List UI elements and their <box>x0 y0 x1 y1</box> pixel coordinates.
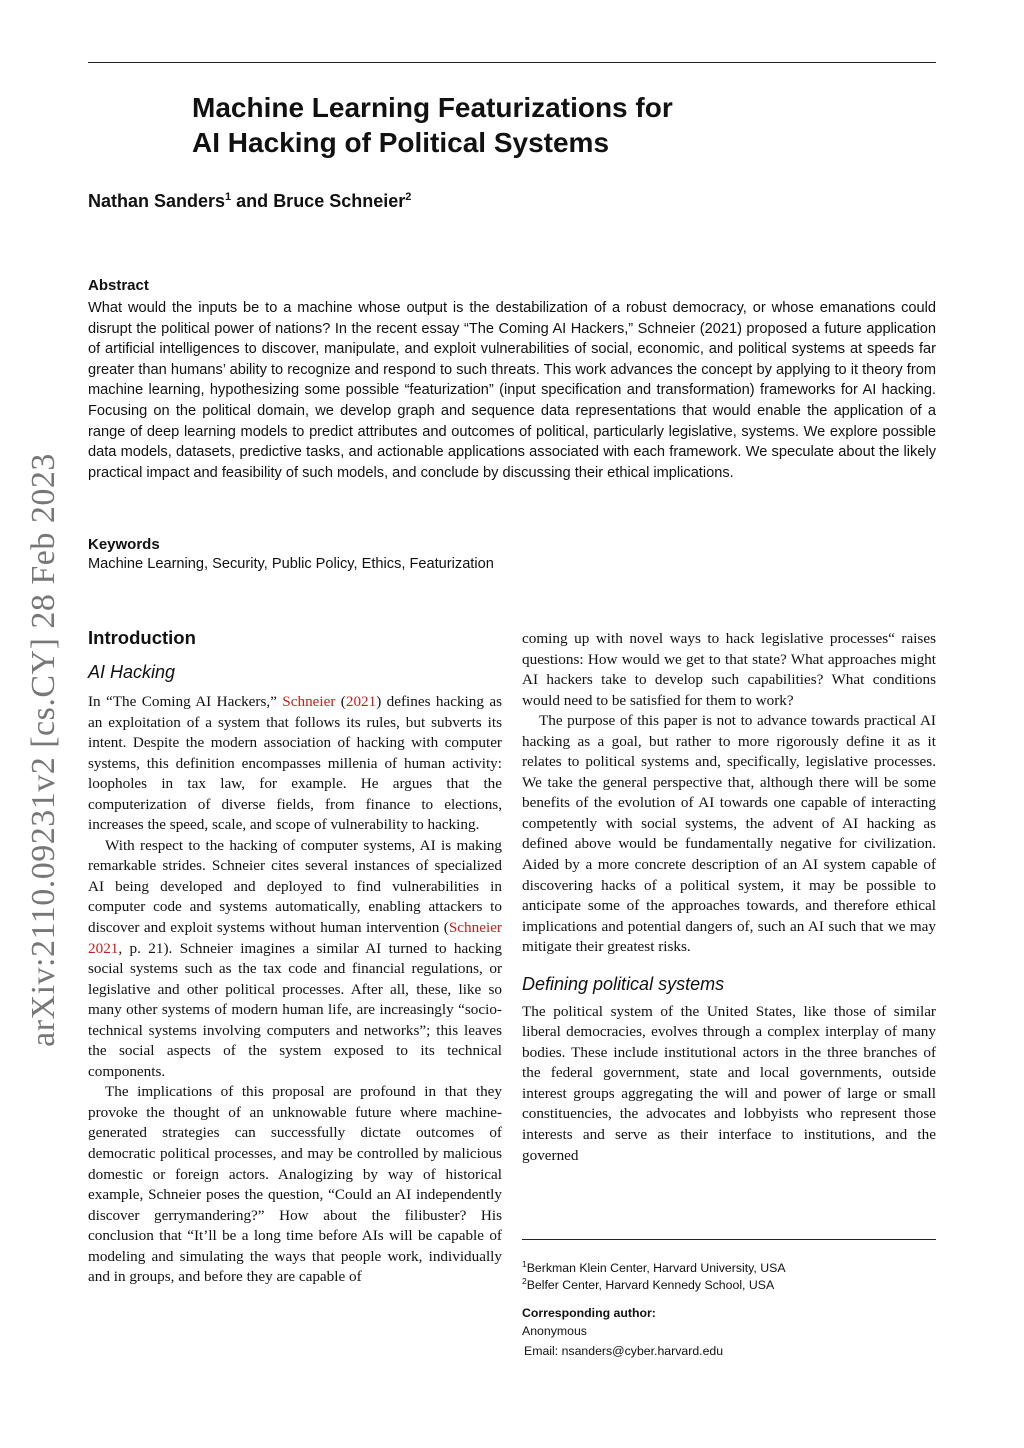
intro-paragraph-3-continued: coming up with novel ways to hack legislative processes“ raises questions: How would we get to that state? What approaches might AI hackers take to develop such capabilities? What conditions would need to be satisfied for them to work? <box>522 630 936 709</box>
citation-link[interactable]: Schneier 2021 <box>88 919 502 957</box>
intro-p1-text-c: ) defines hacking as an exploitation of a system that follows its rules, but subverts its intent. Despite the modern association of hacking with computer systems, this definition encompasses millenia of human activity: loopholes in tax law, for example. He argues that the computerization of diverse fields, from finance to elections, increases the speed, scale, and scope of vulnerability to hacking. <box>88 693 502 834</box>
citation-link-year[interactable]: 2021 <box>345 693 377 710</box>
author-conjunction: and <box>231 191 274 211</box>
footnote-rule <box>522 1239 936 1240</box>
footnote-1-text: Berkman Klein Center, Harvard University, USA <box>526 1261 786 1276</box>
corresponding-author-heading: Corresponding author: <box>522 1306 656 1320</box>
author-1: Nathan Sanders <box>88 191 226 211</box>
intro-p2-text-b: , p. 21). Schneier imagines a similar AI turned to hacking social systems such as the tax code and financial regulations, or legislative and other political processes. After all, these, like so many other systems of modern human life, are increasingly “socio-technical systems involving computers and networks”; this leaves the social aspects of the system exposed to its technical components. <box>88 939 502 1080</box>
author-2-affiliation-mark: 2 <box>405 191 412 203</box>
keywords-heading: Keywords <box>88 536 160 553</box>
intro-paragraph-3: The implications of this proposal are profound in that they provoke the thought of an unknowable future where machine-generated strategies can successfully dictate outcomes of democratic political processes, and may be controlled by malicious domestic or foreign actors. Analogizing by way of historical example, Schneier poses the question, “Could an AI independently discover gerrymandering?” How about the filibuster? His conclusion that “It’ll be a long time before AIs will be capable of modeling and simulating the ways that people work, individually and in groups, and before they are capable of <box>88 1083 502 1286</box>
citation-link-author[interactable]: Schneier <box>282 693 336 710</box>
top-rule <box>88 62 936 63</box>
paper-title <box>192 90 832 160</box>
intro-p2-text-a: With respect to the hacking of computer systems, AI is making remarkable strides. Schneier cites several instances of specialized AI being developed and deployed to find vulnerabilities in computer code and systems automatically, enabling attackers to discover and exploit systems without human intervention ( <box>88 836 502 937</box>
intro-paragraph-1 <box>88 692 502 836</box>
title-line-1: Machine Learning Featurizations for <box>192 92 673 123</box>
corresponding-author-name: Anonymous <box>522 1324 587 1338</box>
author-list <box>88 191 411 212</box>
intro-p1-text-a: In “The Coming AI Hackers,” <box>88 693 283 710</box>
footnote-2-mark: 2 <box>522 1276 527 1286</box>
author-2: Bruce Schneier <box>273 191 406 211</box>
title-line-2: AI Hacking of Political Systems <box>192 127 610 158</box>
ai-hacking-subheading: AI Hacking <box>88 662 176 682</box>
abstract-text: What would the inputs be to a machine whose output is the destabilization of a robust democracy, or whose emanations could disrupt the political power of nations? In the recent essay “The Coming AI Hackers,” Schneier (2021) proposed a future application of artificial intelligences to discover, manipulate, and exploit vulnerabilities of social, economic, and political systems at speeds far greater than humans’ ability to recognize and respond to such threats. This work advances the concept by applying to it theory from machine learning, hypothesizing some possible “featurization” (input specification and transformation) frameworks for AI hacking. Focusing on the political domain, we develop graph and sequence data representations that would enable the application of a range of deep learning models to predict attributes and outcomes of political, particularly legislative, systems. We explore possible data models, datasets, predictive tasks, and actionable applications associated with each framework. We speculate about the likely practical impact and feasibility of such models, and conclude by discussing their ethical implications. <box>88 300 936 481</box>
footnote-1-mark: 1 <box>522 1259 527 1269</box>
intro-p1-text-b: ( <box>335 693 346 710</box>
arxiv-identifier-text[interactable]: arXiv:2110.09231v2 [cs.CY] 28 Feb 2023 <box>25 453 62 1047</box>
footnote-2 <box>522 1273 774 1294</box>
intro-paragraph-2 <box>88 836 502 1083</box>
author-1-affiliation-mark: 1 <box>225 191 232 203</box>
intro-paragraph-4: The purpose of this paper is not to advance towards practical AI hacking as a goal, but rather to more rigorously define it as it relates to political systems and, specifically, legislative processes. We take the general perspective that, although there will be some benefits of the evolution of AI towards one capable of interacting competently with social systems, the advent of AI hacking as defined above would be fundamentally negative for civilization. Aided by a more concrete description of an AI system capable of discovering hacks of a political system, it may be possible to anticipate some of the approaches towards, and therefore ethical implications and potential dangers of, such an AI such that we may mitigate their greatest risks. <box>522 712 936 956</box>
defining-paragraph-1: The political system of the United States, like those of similar liberal democracies, evolves through a complex interplay of many bodies. These include institutional actors in the three branches of the federal government, state and local governments, outside interest groups aggregating the will and power of large or small constituencies, the advocates and lobbyists who represent those interests and serve as their interface to institutions, and the governed <box>522 1002 936 1164</box>
right-column <box>522 629 936 1166</box>
introduction-heading: Introduction <box>88 627 196 648</box>
abstract-heading: Abstract <box>88 277 149 294</box>
footnote-2-text: Belfer Center, Harvard Kennedy School, USA <box>526 1278 775 1293</box>
defining-political-systems-subheading: Defining political systems <box>522 973 725 994</box>
corresponding-author-email[interactable]: Email: nsanders@cyber.harvard.edu <box>524 1344 724 1358</box>
left-column <box>88 626 502 1288</box>
keywords-text: Machine Learning, Security, Public Policy, Ethics, Featurization <box>88 556 494 572</box>
